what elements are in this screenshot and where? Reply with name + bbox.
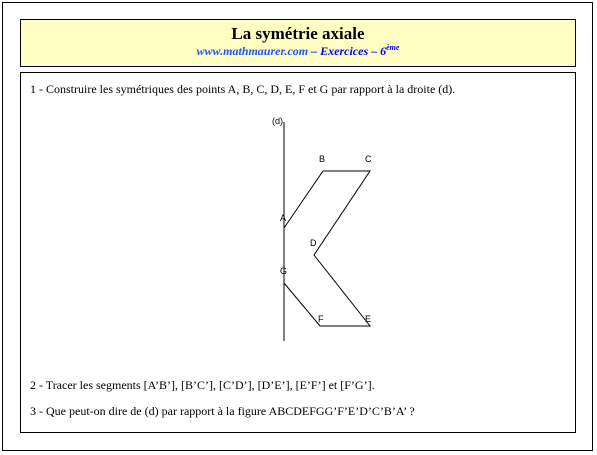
point-label-f: F xyxy=(318,314,324,324)
site-link[interactable]: www.mathmaurer.com xyxy=(196,44,309,58)
subtitle-superscript: ème xyxy=(386,43,400,52)
point-label-b: B xyxy=(319,154,326,164)
point-label-c: C xyxy=(365,154,372,164)
question-3: 3 - Que peut-on dire de (d) par rapport à la figure ABCDEFGG’F’E’D’C’B’A’ ? xyxy=(30,404,415,418)
point-label-e: E xyxy=(365,314,372,324)
axis-label-d: (d) xyxy=(272,116,283,126)
page-title: La symétrie axiale xyxy=(231,24,365,43)
figure-polyline xyxy=(284,171,370,326)
exercise-box xyxy=(20,72,576,433)
page-subtitle xyxy=(21,44,575,59)
point-label-a: A xyxy=(280,213,287,223)
point-label-g: G xyxy=(280,266,288,276)
subtitle-text: – Exercices – 6 xyxy=(308,44,387,58)
question-2: 2 - Tracer les segments [A’B’], [B’C’], [C’D’], [D’E’], [E’F’] et [F’G’]. xyxy=(30,378,375,392)
header-box xyxy=(20,19,576,67)
point-label-d: D xyxy=(310,238,317,248)
question-1: 1 - Construire les symétriques des points A, B, C, D, E, F et G par rapport à la droite (d). xyxy=(30,82,456,96)
geometry-figure xyxy=(21,73,577,373)
